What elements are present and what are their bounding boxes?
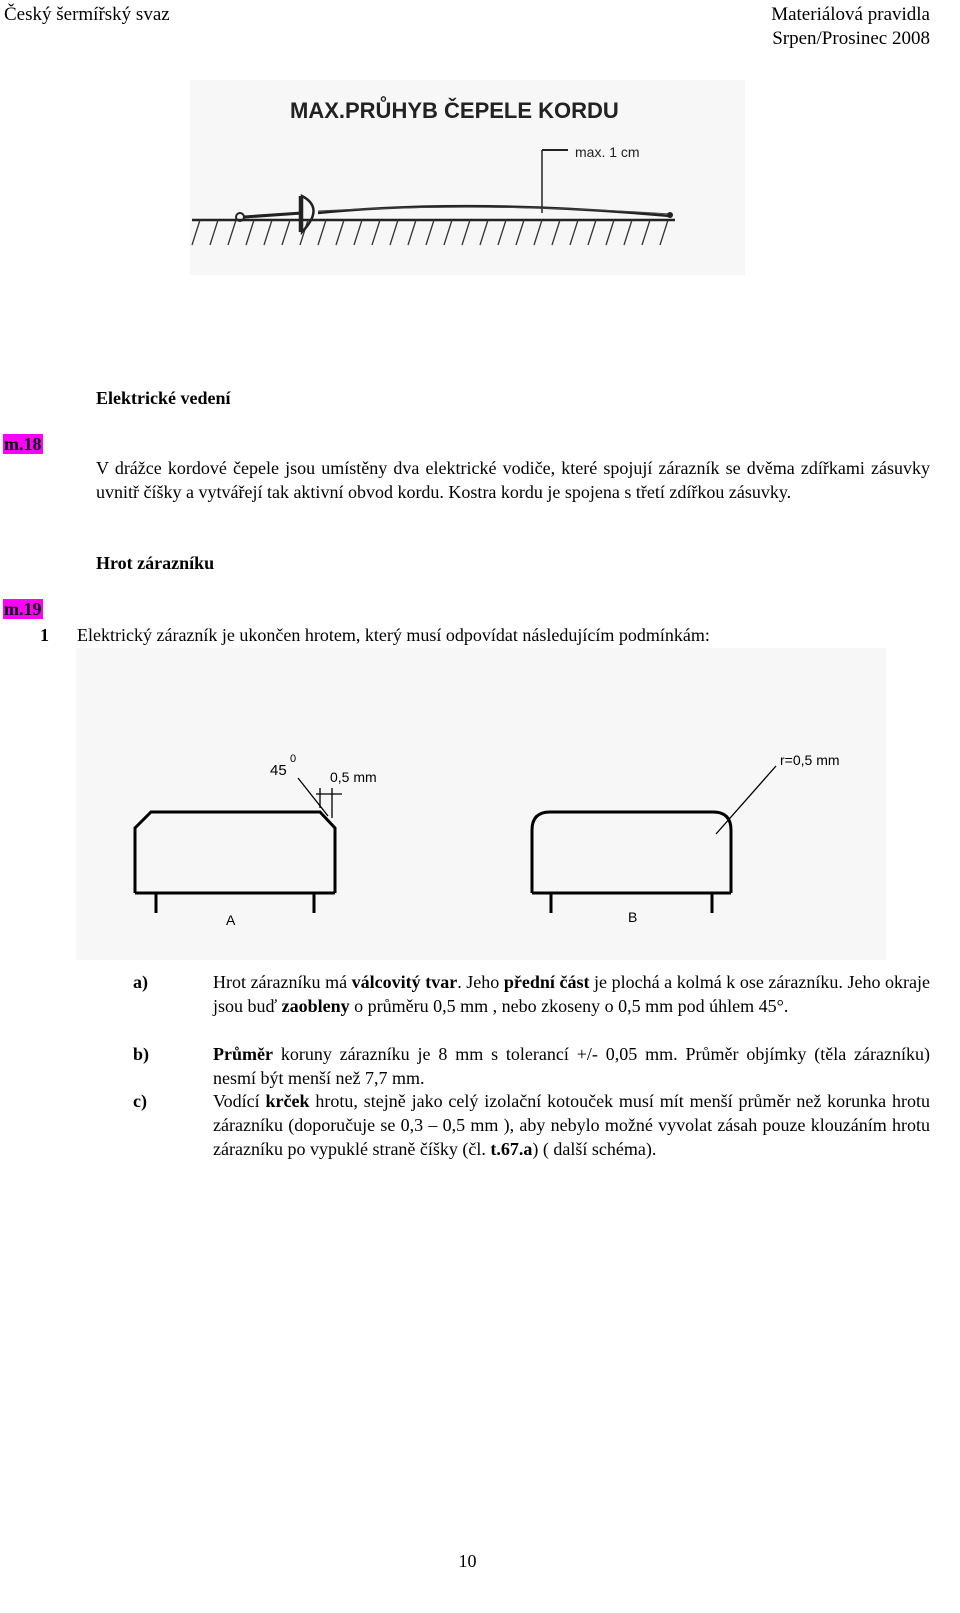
header-doc-title xyxy=(771,3,930,51)
item-body-b: Průměr koruny zárazníku je 8 mm s tolerancí +/- 0,05 mm. Průměr objímky (těla zárazníku) nesmí být menší než 7,7 mm. xyxy=(213,1044,930,1088)
item-label-c: c) xyxy=(133,1091,147,1111)
section-heading-electric: Elektrické vedení xyxy=(96,388,231,408)
blade-bend-figure xyxy=(190,80,745,275)
point-shapes-diagram xyxy=(76,648,886,960)
item-body-a: Hrot zárazníku má válcovitý tvar. Jeho přední část je plochá a kolmá k ose zárazníku. Jeho okraje jsou buď zaobleny o průměru 0,5 mm , nebo zkoseny o 0,5 mm pod úhlem 45°. xyxy=(213,972,931,1016)
section-heading-point: Hrot zárazníku xyxy=(96,553,215,573)
angle-degree-mark: 0 xyxy=(290,753,297,765)
blade-bend-diagram xyxy=(190,80,745,275)
shape-a-label: A xyxy=(226,912,236,928)
header-doc-name: Materiálová pravidla xyxy=(771,4,930,25)
angle-label: 45 xyxy=(270,762,287,779)
blade-bend-annotation: max. 1 cm xyxy=(575,144,640,160)
paragraph-electric-wiring: V drážce kordové čepele jsou umístěny dva elektrické vodiče, které spojují zárazník se dvěma zdířkami zásuvky uvnitř číšky a vytvářejí tak aktivní obvod kordu. Kostra kordu je spojena s třetí zdířkou zásuvky. xyxy=(96,458,930,502)
chamfer-label: 0,5 mm xyxy=(330,769,377,785)
page-number: 10 xyxy=(458,1551,477,1571)
blade-bend-title: MAX.PRŮHYB ČEPELE KORDU xyxy=(290,98,619,123)
item-label-b: b) xyxy=(133,1044,150,1064)
header-org-name: Český šermířský svaz xyxy=(4,4,170,25)
subrule-number: 1 xyxy=(40,625,49,645)
point-shapes-figure xyxy=(76,648,886,960)
item-body-c: Vodící krček hrotu, stejně jako celý izolační kotouček musí mít menší průměr než korunka hrotu zárazníku (doporučuje se 0,3 – 0,5 mm ), aby nebylo možné vyvolat zásah pouze klouzáním hrotu zárazníku po vypuklé straně číšky (čl. t.67.a) ( další schéma). xyxy=(213,1091,931,1159)
rule-marker-m19: m.19 xyxy=(4,599,42,619)
radius-label: r=0,5 mm xyxy=(780,752,840,768)
rule-marker-m18: m.18 xyxy=(4,434,42,454)
paragraph-point-intro: Elektrický zárazník je ukončen hrotem, který musí odpovídat následujícím podmínkám: xyxy=(77,625,710,645)
shape-b-label: B xyxy=(628,909,638,925)
item-label-a: a) xyxy=(133,972,148,992)
header-doc-date: Srpen/Prosinec 2008 xyxy=(772,28,930,49)
